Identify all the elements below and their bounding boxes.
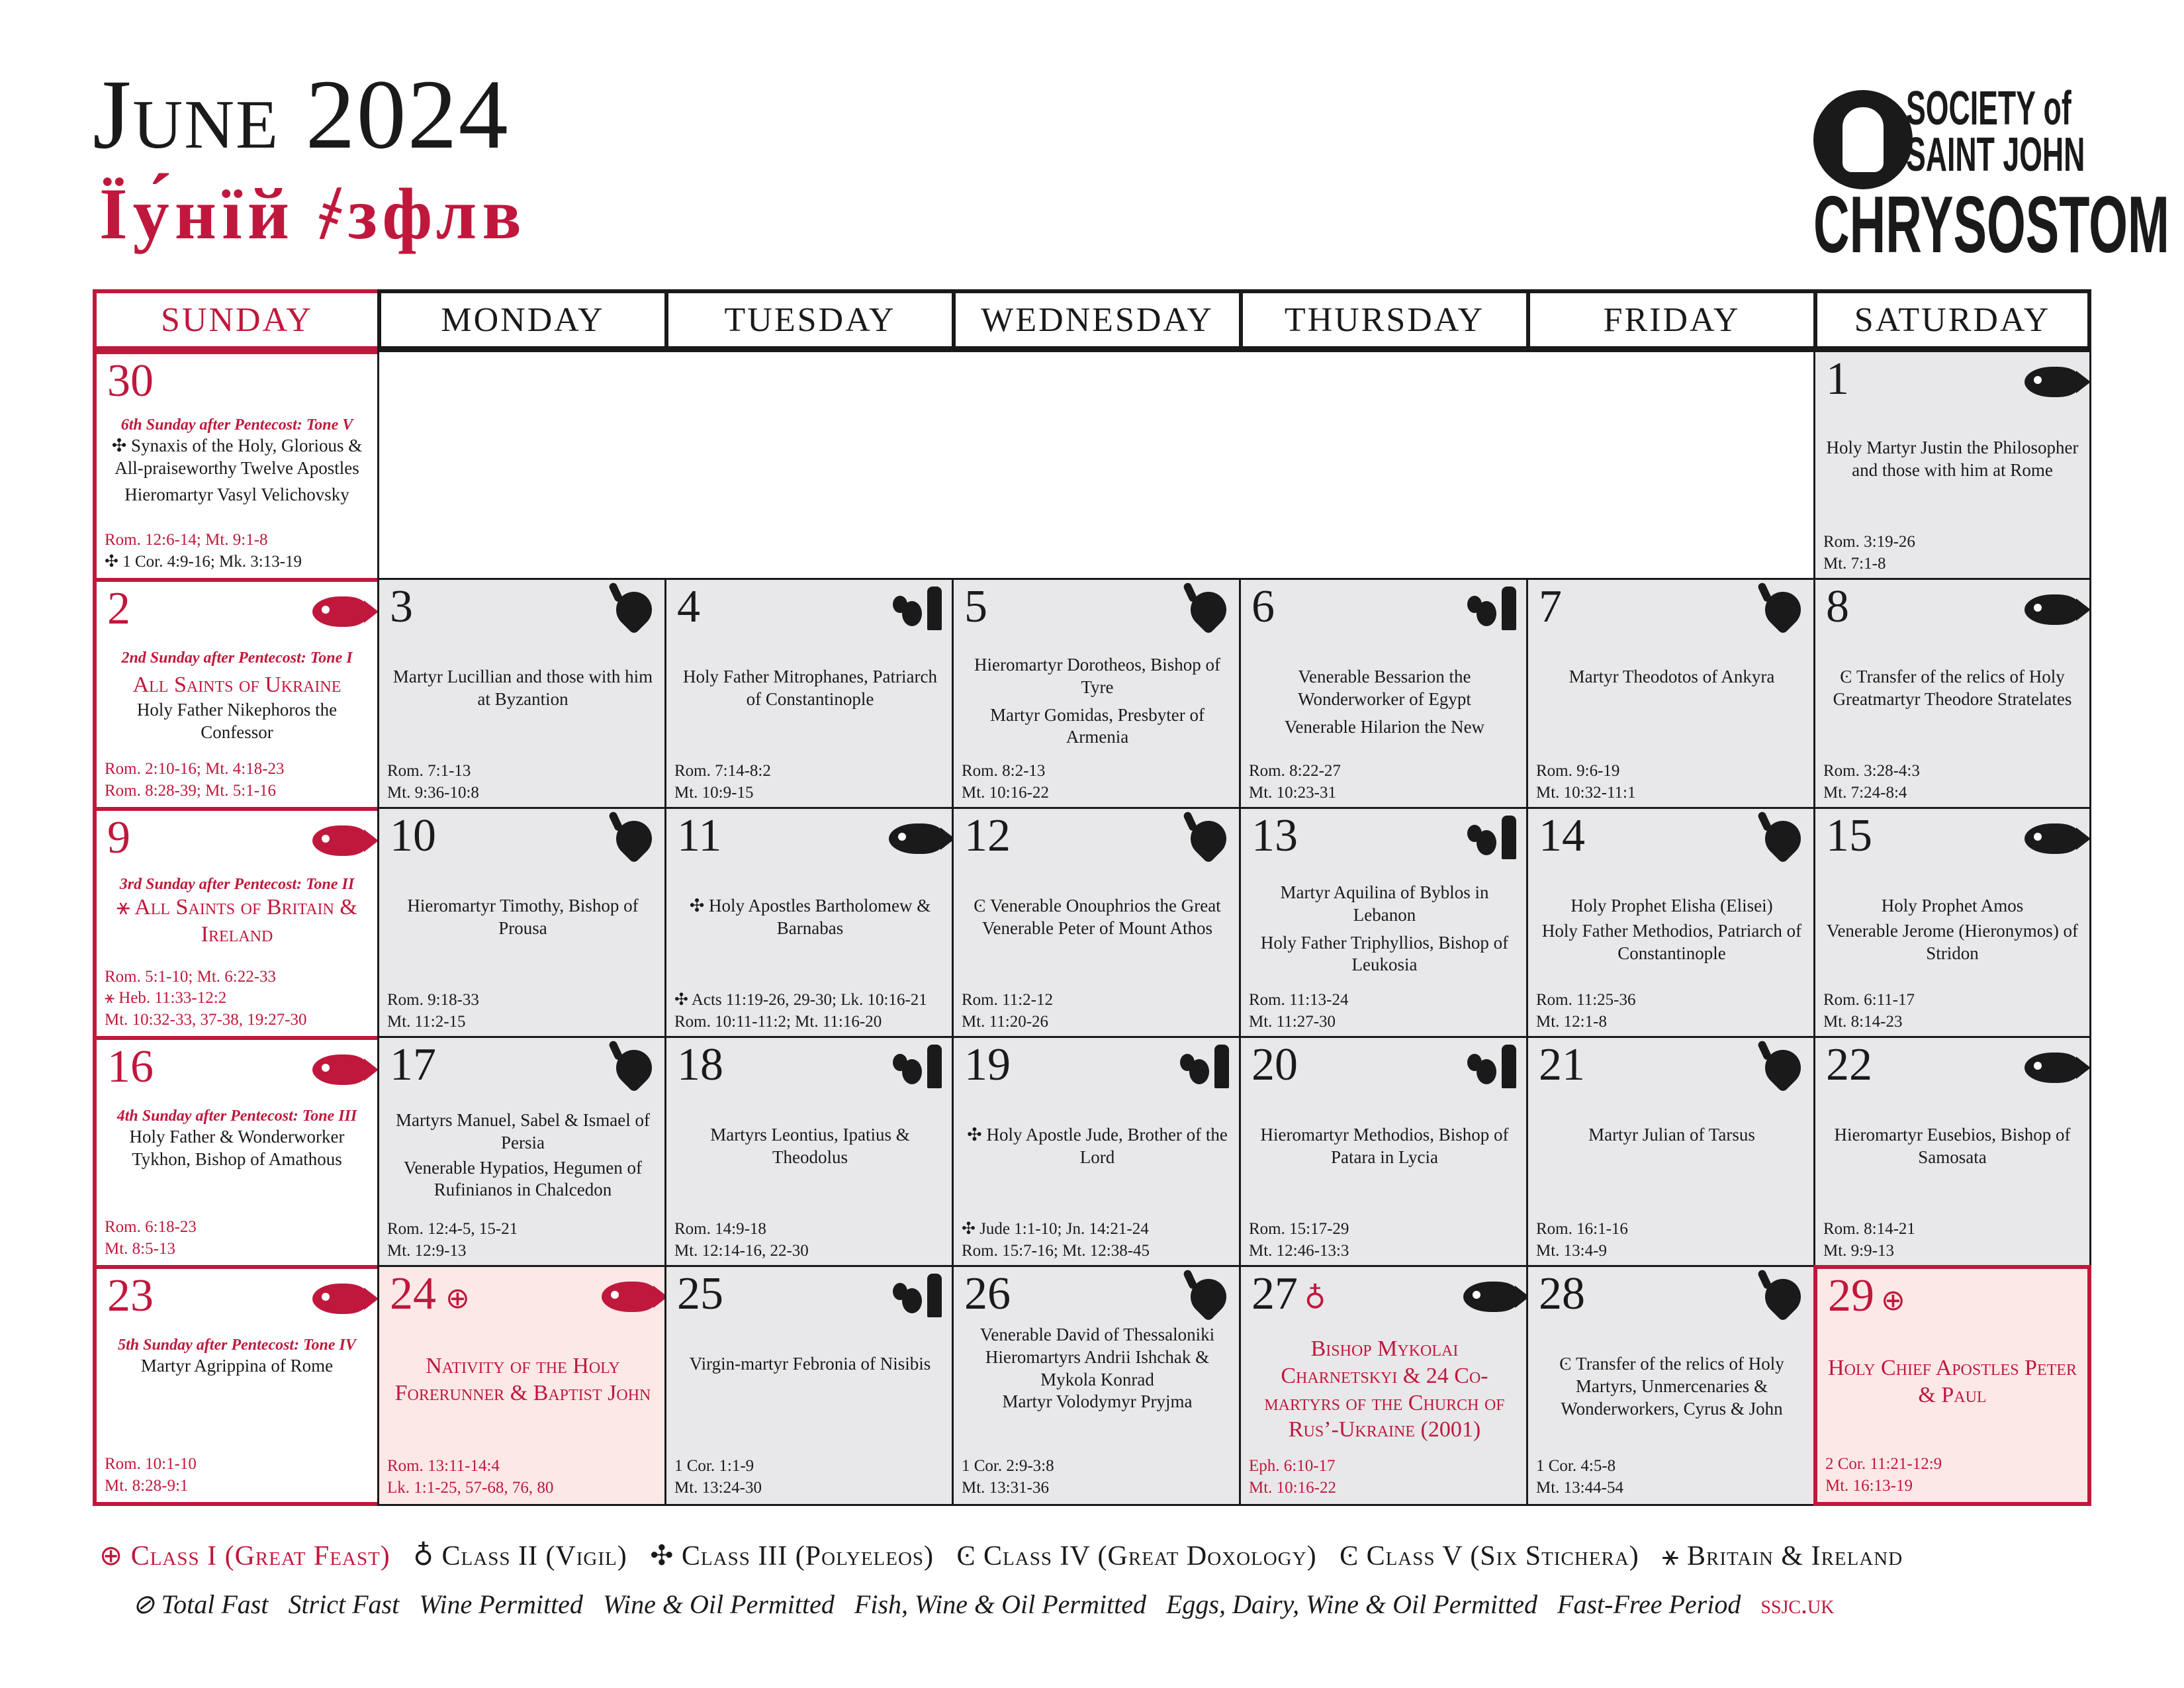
fish-icon (2025, 367, 2080, 397)
weekday-wednesday: WEDNESDAY (952, 289, 1243, 350)
day-cell[interactable] (1526, 1265, 1817, 1506)
fish-icon (2025, 594, 2080, 625)
reading: Mt. 10:23-31 (1249, 783, 1336, 802)
commemoration: Holy Father & Wonderworker Tykhon, Bishop of Amathous (129, 1127, 345, 1169)
beet-icon (1758, 585, 1808, 635)
reading: 1 Cor. 1:1-9 (674, 1457, 754, 1475)
reading: Rom. 13:11-14:4 (387, 1457, 500, 1475)
reading: Mt. 16:13-19 (1825, 1476, 1913, 1495)
commemoration: Hieromartyr Vasyl Velichovsky (124, 484, 349, 504)
reading: 1 Cor. 2:9-3:8 (962, 1457, 1054, 1475)
reading: ✣ Jude 1:1-10; Jn. 14:21-24 (962, 1220, 1149, 1238)
day-cell[interactable] (1526, 1036, 1817, 1269)
day-cell[interactable] (377, 578, 668, 811)
legend-class-3: ✣ Class III (Polyeleos) (650, 1541, 934, 1571)
commemoration: Holy Prophet Amos (1881, 896, 2024, 915)
feast-title: Holy Chief Apostles Peter & Paul (1828, 1356, 2077, 1407)
fish-icon (602, 1282, 657, 1312)
reading: Mt. 11:20-26 (962, 1012, 1049, 1031)
day-cell[interactable] (1239, 578, 1530, 811)
day-number: 18 (677, 1039, 723, 1090)
reading: Mt. 9:9-13 (1823, 1241, 1894, 1260)
commemoration: Holy Father Triphyllios, Bishop of Leukosia (1260, 932, 1509, 975)
day-cell[interactable] (1239, 1265, 1530, 1506)
day-number: 20 (1251, 1039, 1298, 1090)
commemoration: Venerable Bessarion the Wonderworker of Egypt (1298, 667, 1471, 709)
day-number: 2 (107, 583, 130, 634)
day-number: 11 (677, 810, 722, 861)
reading: Rom. 12:4-5, 15-21 (387, 1220, 518, 1238)
day-number: 10 (390, 810, 436, 861)
reading: Rom. 8:22-27 (1249, 762, 1341, 780)
day-number: 16 (107, 1041, 154, 1092)
feast-title: ⚹ All Saints of Britain & Ireland (116, 895, 357, 947)
day-cell[interactable] (664, 1036, 956, 1269)
reading: Rom. 7:1-13 (387, 762, 471, 780)
day-cell[interactable] (952, 578, 1243, 811)
empty-week-cells (377, 350, 1817, 582)
reading: Mt. 13:4-9 (1536, 1241, 1607, 1260)
fish-icon (312, 1055, 368, 1085)
slavonic-title: Їу́нїй ҂зфлв (99, 173, 527, 254)
day-cell[interactable] (952, 1036, 1243, 1269)
day-cell[interactable] (377, 807, 668, 1040)
legend-class-5: Ͼ Class V (Six Stichera) (1340, 1541, 1639, 1571)
class-one-icon: ⊕ (445, 1282, 470, 1315)
weekday-friday: FRIDAY (1526, 289, 1817, 350)
society-logo[interactable] (1813, 82, 2169, 269)
weekday-saturday: SATURDAY (1813, 289, 2091, 350)
fish-icon (1463, 1282, 1519, 1312)
fish-icon (2025, 1053, 2080, 1083)
beet-icon (609, 814, 659, 864)
reading: Mt. 7:24-8:4 (1823, 783, 1907, 802)
legend-total-fast: ⊘ Total Fast (132, 1589, 269, 1619)
reading: Mt. 12:9-13 (387, 1241, 467, 1260)
beet-icon (1183, 1272, 1234, 1322)
reading: Rom. 11:2-12 (962, 991, 1053, 1009)
commemoration: Holy Father Nikephoros the Confessor (136, 699, 338, 742)
day-cell[interactable] (1813, 1265, 2091, 1506)
weekday-monday: MONDAY (377, 289, 668, 350)
commemoration: Martyr Lucillian and those with him at Byzantion (392, 667, 653, 709)
fish-icon (2025, 823, 2080, 854)
reading: Mt. 13:31-36 (962, 1478, 1049, 1497)
day-number: 3 (390, 581, 413, 632)
commemoration: Hieromartyr Eusebios, Bishop of Samosata (1834, 1125, 2071, 1167)
day-number: 8 (1826, 581, 1849, 632)
commemoration: Martyr Aquilina of Byblos in Lebanon (1280, 882, 1489, 925)
commemoration: Venerable Jerome (Hieronymos) of Stridon (1826, 920, 2079, 963)
commemoration: Holy Martyr Justin the Philosopher and those with him at Rome (1826, 438, 2079, 480)
commemoration: Virgin-martyr Febronia of Nisibis (689, 1354, 931, 1374)
day-number: 24 (390, 1268, 436, 1319)
day-number: 25 (677, 1268, 723, 1319)
commemoration: Martyrs Leontius, Ipatius & Theodolus (710, 1125, 910, 1167)
day-cell[interactable] (1239, 1036, 1530, 1269)
commemoration: Martyr Theodotos of Ankyra (1569, 667, 1775, 686)
reading: Rom. 10:1-10 (105, 1455, 197, 1473)
commemoration: Holy Father Methodios, Patriarch of Constantinople (1541, 920, 1802, 963)
commemoration: Hieromartyr Methodios, Bishop of Patara in Lycia (1260, 1125, 1509, 1167)
reading: Mt. 10:9-15 (674, 783, 754, 802)
day-cell[interactable] (1526, 807, 1817, 1040)
reading: Rom. 8:14-21 (1823, 1220, 1915, 1238)
legend-class-4: Ͼ Class IV (Great Doxology) (956, 1541, 1317, 1571)
legend-class-1: ⊕ Class I (Great Feast) (99, 1541, 390, 1571)
commemoration: Hieromartyr Dorotheos, Bishop of Tyre (974, 655, 1220, 697)
day-cell[interactable] (664, 578, 956, 811)
reading: Rom. 12:6-14; Mt. 9:1-8 (105, 531, 268, 549)
sunday-subtitle: 4th Sunday after Pentecost: Tone III (116, 1107, 357, 1125)
day-number: 4 (677, 581, 700, 632)
commemoration: Hieromartyrs Andrii Ishchak & Mykola Konrad (985, 1346, 1210, 1389)
reading: ✣ Acts 11:19-26, 29-30; Lk. 10:16-21 (674, 991, 927, 1009)
reading: Rom. 11:13-24 (1249, 991, 1349, 1009)
legend-fish-wine-oil: Fish, Wine & Oil Permitted (854, 1589, 1146, 1619)
reading: Mt. 13:24-30 (674, 1478, 762, 1497)
weekday-sunday: SUNDAY (93, 289, 381, 350)
wine-oil-icon (889, 586, 942, 630)
legend-eggs-dairy: Eggs, Dairy, Wine & Oil Permitted (1165, 1589, 1538, 1619)
day-cell[interactable] (1239, 807, 1530, 1040)
reading: Rom. 6:11-17 (1823, 991, 1915, 1009)
commemoration: Ͼ Transfer of the relics of Holy Greatmartyr Theodore Stratelates (1833, 667, 2072, 709)
saint-emblem-icon (1813, 90, 1913, 189)
commemoration: Venerable Hilarion the New (1284, 716, 1485, 737)
sunday-subtitle: 3rd Sunday after Pentecost: Tone II (119, 876, 355, 893)
weekday-tuesday: TUESDAY (664, 289, 956, 350)
reading: Rom. 5:1-10; Mt. 6:22-33 (105, 967, 277, 986)
day-number: 1 (1826, 353, 1849, 404)
day-cell[interactable] (952, 1265, 1243, 1506)
day-cell[interactable] (377, 1265, 668, 1506)
day-cell[interactable] (93, 1265, 381, 1506)
calendar-grid (93, 289, 2091, 1506)
reading: Rom. 10:11-11:2; Mt. 11:16-20 (674, 1012, 882, 1031)
beet-icon (1183, 585, 1234, 635)
day-cell[interactable] (93, 1036, 381, 1269)
commemoration: Venerable Peter of Mount Athos (982, 917, 1212, 938)
day-cell[interactable] (93, 578, 381, 811)
fish-icon (312, 1284, 368, 1314)
sunday-subtitle: 6th Sunday after Pentecost: Tone V (120, 416, 353, 434)
reading: Mt. 12:1-8 (1536, 1012, 1607, 1031)
reading: Eph. 6:10-17 (1249, 1457, 1336, 1475)
feast-title: Bishop Mykolai Charnetskyi & 24 Co-martyrs of the Church of Rus’-Ukraine (2001) (1264, 1336, 1505, 1442)
class-two-icon: ♁ (1304, 1282, 1326, 1315)
class-one-icon: ⊕ (1881, 1284, 1905, 1317)
commemoration: Hieromartyr Timothy, Bishop of Prousa (407, 896, 639, 938)
reading: Mt. 10:16-22 (1249, 1478, 1336, 1497)
reading: ⚹ Heb. 11:33-12:2 (105, 989, 227, 1007)
reading: Rom. 3:19-26 (1823, 533, 1915, 551)
reading: Mt. 7:1-8 (1823, 554, 1886, 573)
day-cell[interactable] (1813, 350, 2091, 582)
reading: Mt. 11:2-15 (387, 1012, 466, 1031)
commemoration: Martyr Gomidas, Presbyter of Armenia (990, 704, 1205, 747)
logo-text-line2: SAINT JOHN (1906, 128, 2085, 181)
sunday-subtitle: 2nd Sunday after Pentecost: Tone I (121, 649, 353, 667)
reading: Rom. 11:25-36 (1536, 991, 1636, 1009)
day-cell[interactable] (664, 1265, 956, 1506)
day-number: 26 (964, 1268, 1011, 1319)
reading: 2 Cor. 11:21-12:9 (1825, 1455, 1942, 1473)
commemoration: ✣ Holy Apostle Jude, Brother of the Lord (967, 1125, 1228, 1167)
day-number: 14 (1539, 810, 1585, 861)
beet-icon (1183, 814, 1234, 864)
reading: Mt. 10:32-33, 37-38, 19:27-30 (105, 1010, 307, 1029)
legend-fast-free: Fast-Free Period (1557, 1589, 1741, 1619)
reading: Lk. 1:1-25, 57-68, 76, 80 (387, 1478, 554, 1497)
commemoration: Holy Prophet Elisha (Elisei) (1570, 896, 1773, 915)
day-number: 30 (107, 355, 154, 406)
weekday-thursday: THURSDAY (1239, 289, 1530, 350)
day-number: 6 (1251, 581, 1275, 632)
reading: Rom. 2:10-16; Mt. 4:18-23 (105, 760, 285, 778)
reading: Mt. 12:46-13:3 (1249, 1241, 1349, 1260)
reading: Rom. 16:1-16 (1536, 1220, 1628, 1238)
reading: Rom. 3:28-4:3 (1823, 762, 1920, 780)
day-cell[interactable] (93, 350, 381, 582)
wine-oil-icon (1463, 1045, 1516, 1088)
calendar-title: June 2024 (93, 60, 510, 169)
commemoration: Venerable David of Thessaloniki (979, 1325, 1215, 1344)
reading: Rom. 15:7-16; Mt. 12:38-45 (962, 1241, 1150, 1260)
day-cell[interactable] (1813, 807, 2091, 1040)
day-cell[interactable] (377, 1036, 668, 1269)
beet-icon (1758, 814, 1808, 864)
reading: Mt. 8:14-23 (1823, 1012, 1903, 1031)
logo-text-line3: CHRYSOSTOM (1813, 179, 2169, 269)
reading: Rom. 9:18-33 (387, 991, 479, 1009)
feast-class-legend (99, 1539, 1903, 1572)
day-cell[interactable] (664, 807, 956, 1040)
day-number: 9 (107, 812, 130, 863)
fish-icon (312, 596, 368, 627)
reading: ✣ 1 Cor. 4:9-16; Mk. 3:13-19 (105, 552, 302, 571)
day-number: 22 (1826, 1039, 1872, 1090)
reading: Rom. 8:2-13 (962, 762, 1046, 780)
wine-oil-icon (889, 1045, 942, 1088)
reading: Rom. 8:28-39; Mt. 5:1-16 (105, 781, 277, 800)
reading: Rom. 9:6-19 (1536, 762, 1620, 780)
day-number: 15 (1826, 810, 1872, 861)
commemoration: Martyr Julian of Tarsus (1588, 1125, 1755, 1145)
reading: Rom. 15:17-29 (1249, 1220, 1349, 1238)
fasting-legend (132, 1589, 1835, 1620)
day-number: 23 (107, 1270, 154, 1321)
commemoration: Martyr Agrippina of Rome (140, 1356, 334, 1376)
legend-britain-ireland: ⚹ Britain & Ireland (1662, 1541, 1903, 1571)
day-cell[interactable] (952, 807, 1243, 1040)
logo-text-line1: SOCIETY of (1906, 82, 2071, 135)
commemoration: ✣ Holy Apostles Bartholomew & Barnabas (689, 896, 931, 938)
reading: Mt. 8:5-13 (105, 1239, 175, 1258)
day-number: 27 (1251, 1268, 1298, 1319)
commemoration: Ͼ Venerable Onouphrios the Great (974, 896, 1221, 915)
fish-icon (889, 823, 944, 854)
reading: Rom. 7:14-8:2 (674, 762, 771, 780)
day-cell[interactable] (1813, 1036, 2091, 1269)
day-number: 17 (390, 1039, 436, 1090)
commemoration: ✣ Synaxis of the Holy, Glorious & All-praiseworthy Twelve Apostles (111, 436, 363, 478)
fish-icon (312, 825, 368, 856)
day-number: 19 (964, 1039, 1011, 1090)
feast-title: All Saints of Ukraine (132, 673, 341, 697)
day-number: 7 (1539, 581, 1562, 632)
reading: Mt. 12:14-16, 22-30 (674, 1241, 809, 1260)
reading: 1 Cor. 4:5-8 (1536, 1457, 1616, 1475)
wine-oil-icon (1463, 586, 1516, 630)
reading: Rom. 14:9-18 (674, 1220, 766, 1238)
day-cell[interactable] (1813, 578, 2091, 811)
day-number: 12 (964, 810, 1011, 861)
day-number: 28 (1539, 1268, 1585, 1319)
reading: Mt. 8:28-9:1 (105, 1476, 189, 1495)
legend-class-2: ♁ Class II (Vigil) (413, 1541, 627, 1571)
commemoration: Martyrs Manuel, Sabel & Ismael of Persia (396, 1110, 650, 1152)
beet-icon (1758, 1043, 1808, 1093)
beet-icon (609, 1043, 659, 1093)
reading: Mt. 9:36-10:8 (387, 783, 479, 802)
legend-strict-fast: Strict Fast (288, 1589, 400, 1619)
reading: Rom. 6:18-23 (105, 1218, 197, 1236)
commemoration: Holy Father Mitrophanes, Patriarch of Constantinople (683, 667, 937, 709)
reading: Mt. 10:32-11:1 (1536, 783, 1636, 802)
sunday-subtitle: 5th Sunday after Pentecost: Tone IV (118, 1336, 356, 1354)
day-number: 5 (964, 581, 987, 632)
legend-wine-permitted: Wine Permitted (419, 1589, 583, 1619)
wine-oil-icon (1176, 1045, 1229, 1088)
feast-title: Nativity of the Holy Forerunner & Baptist John (394, 1354, 651, 1405)
commemoration: Martyr Volodymyr Pryjma (1002, 1391, 1193, 1412)
commemoration: Ͼ Transfer of the relics of Holy Martyrs, Unmercenaries & Wonderworkers, Cyrus & John (1559, 1354, 1784, 1419)
beet-icon (609, 585, 659, 635)
wine-oil-icon (1463, 816, 1516, 859)
wine-oil-icon (889, 1274, 942, 1317)
day-number: 13 (1251, 810, 1298, 861)
reading: Mt. 10:16-22 (962, 783, 1049, 802)
day-cell[interactable] (93, 807, 381, 1040)
beet-icon (1758, 1272, 1808, 1322)
website-link[interactable]: ssjc.uk (1760, 1589, 1835, 1619)
reading: Mt. 13:44-54 (1536, 1478, 1623, 1497)
legend-wine-oil-permitted: Wine & Oil Permitted (602, 1589, 835, 1619)
commemoration: Venerable Hypatios, Hegumen of Rufinianos in Chalcedon (404, 1157, 642, 1200)
reading: Mt. 11:27-30 (1249, 1012, 1336, 1031)
day-number: 21 (1539, 1039, 1585, 1090)
day-number: 29 (1828, 1270, 1874, 1321)
day-cell[interactable] (1526, 578, 1817, 811)
